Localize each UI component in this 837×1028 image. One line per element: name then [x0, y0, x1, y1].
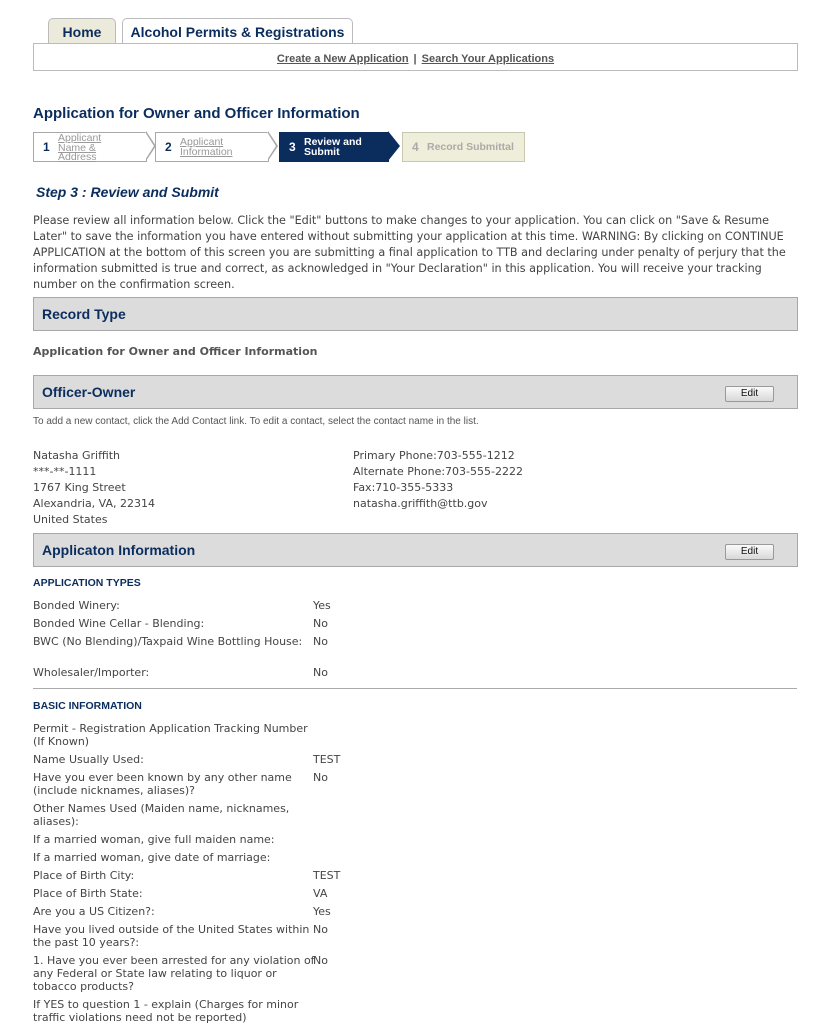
info-answer: No	[313, 923, 328, 936]
info-answer: TEST	[313, 753, 341, 766]
step-number: 3	[289, 140, 296, 154]
step-arrow-inner	[145, 132, 154, 160]
step-number: 1	[43, 140, 50, 154]
create-application-link[interactable]: Create a New Application	[276, 53, 409, 65]
info-question: Have you lived outside of the United States within the past 10 years?:	[33, 923, 310, 949]
email: natasha.griffith@ttb.gov	[353, 497, 488, 510]
subnav-separator: |	[413, 53, 417, 65]
info-answer: No	[313, 771, 328, 784]
contact-city: Alexandria, VA, 22314	[33, 497, 156, 510]
info-question: Wholesaler/Importer:	[33, 666, 150, 679]
wizard-step-2[interactable]	[155, 132, 269, 162]
step-label: Review and Submit	[304, 136, 362, 158]
sub-navigation	[33, 43, 798, 71]
info-question: Permit - Registration Application Tracking Number (If Known)	[33, 722, 308, 748]
section-title: Record Type	[42, 306, 126, 322]
info-question: Name Usually Used:	[33, 753, 144, 766]
fax: Fax:710-355-5333	[353, 481, 454, 494]
info-answer: TEST	[313, 869, 341, 882]
application-types-heading: APPLICATION TYPES	[33, 577, 141, 589]
info-question: 1. Have you ever been arrested for any violation of any Federal or State law relating to liquor or tobacco products?	[33, 954, 315, 993]
info-question: Are you a US Citizen?:	[33, 905, 155, 918]
step-label[interactable]: Applicant Name & Address	[58, 132, 102, 163]
wizard-step-1[interactable]	[33, 132, 147, 162]
info-question: Other Names Used (Maiden name, nicknames, aliases):	[33, 802, 290, 828]
section-divider	[33, 688, 797, 689]
info-answer: No	[313, 635, 328, 648]
step-number: 4	[412, 140, 419, 154]
contact-ssn: ***-**-1111	[33, 465, 97, 478]
step-number: 2	[165, 140, 172, 154]
basic-info-heading: BASIC INFORMATION	[33, 700, 142, 712]
info-question: Place of Birth City:	[33, 869, 135, 882]
contact-phones	[353, 448, 523, 512]
step-arrow-current	[388, 131, 400, 161]
info-question: If a married woman, give date of marriage:	[33, 851, 271, 864]
contact-address	[33, 448, 155, 528]
info-question: Place of Birth State:	[33, 887, 143, 900]
officer-owner-section	[33, 375, 798, 409]
info-question: If YES to question 1 - explain (Charges for minor traffic violations need not be reported)	[33, 998, 299, 1024]
application-info-section	[33, 533, 798, 567]
page-title: Application for Owner and Officer Information	[33, 105, 360, 122]
section-title: Officer-Owner	[42, 384, 136, 400]
wizard-steps	[33, 132, 533, 162]
tab-home[interactable]: Home	[48, 18, 116, 44]
info-question: Have you ever been known by any other name (include nicknames, aliases)?	[33, 771, 292, 797]
wizard-step-4	[402, 132, 525, 162]
contact-country: United States	[33, 513, 108, 526]
step-heading: Step 3 : Review and Submit	[36, 184, 219, 200]
info-question: If a married woman, give full maiden name:	[33, 833, 275, 846]
edit-application-info-button[interactable]: Edit	[725, 544, 774, 560]
edit-officer-owner-button[interactable]: Edit	[725, 386, 774, 402]
info-answer: No	[313, 666, 328, 679]
info-question: Bonded Winery:	[33, 599, 120, 612]
alternate-phone: Alternate Phone:703-555-2222	[353, 465, 523, 478]
primary-phone: Primary Phone:703-555-1212	[353, 449, 515, 462]
info-answer: Yes	[313, 599, 331, 612]
step-label[interactable]: Applicant Information	[180, 136, 233, 158]
record-type-value: Application for Owner and Officer Information	[33, 345, 318, 358]
info-answer: No	[313, 617, 328, 630]
section-title: Applicaton Information	[42, 542, 196, 558]
info-question: Bonded Wine Cellar - Blending:	[33, 617, 205, 630]
info-answer: VA	[313, 887, 328, 900]
info-question: BWC (No Blending)/Taxpaid Wine Bottling House:	[33, 635, 303, 648]
wizard-step-3-current	[279, 132, 389, 162]
record-type-section	[33, 297, 798, 331]
contact-street: 1767 King Street	[33, 481, 126, 494]
contact-note: To add a new contact, click the Add Contact link. To edit a contact, select the contact name in the list.	[33, 416, 479, 427]
search-applications-link[interactable]: Search Your Applications	[421, 53, 555, 65]
step-arrow-inner	[267, 132, 276, 160]
instructions-text: Please review all information below. Click the "Edit" buttons to make changes to your application. You can click on "Save & Resume Later" to save the information you have entered without submitting your application at this time. WARNING: By clicking on CONTINUE APPLICATION at the bottom of this screen you are submitting a final application to TTB and declaring under penalty of perjury that the information submitted is true and correct, as acknowledged in "Your Declaration" in this application. You will receive your tracking number on the confirmation screen.	[33, 214, 786, 291]
info-answer: No	[313, 954, 328, 967]
step-label: Record Submittal	[427, 141, 514, 153]
info-answer: Yes	[313, 905, 331, 918]
contact-name: Natasha Griffith	[33, 449, 120, 462]
tab-alcohol-permits[interactable]: Alcohol Permits & Registrations	[122, 18, 353, 45]
